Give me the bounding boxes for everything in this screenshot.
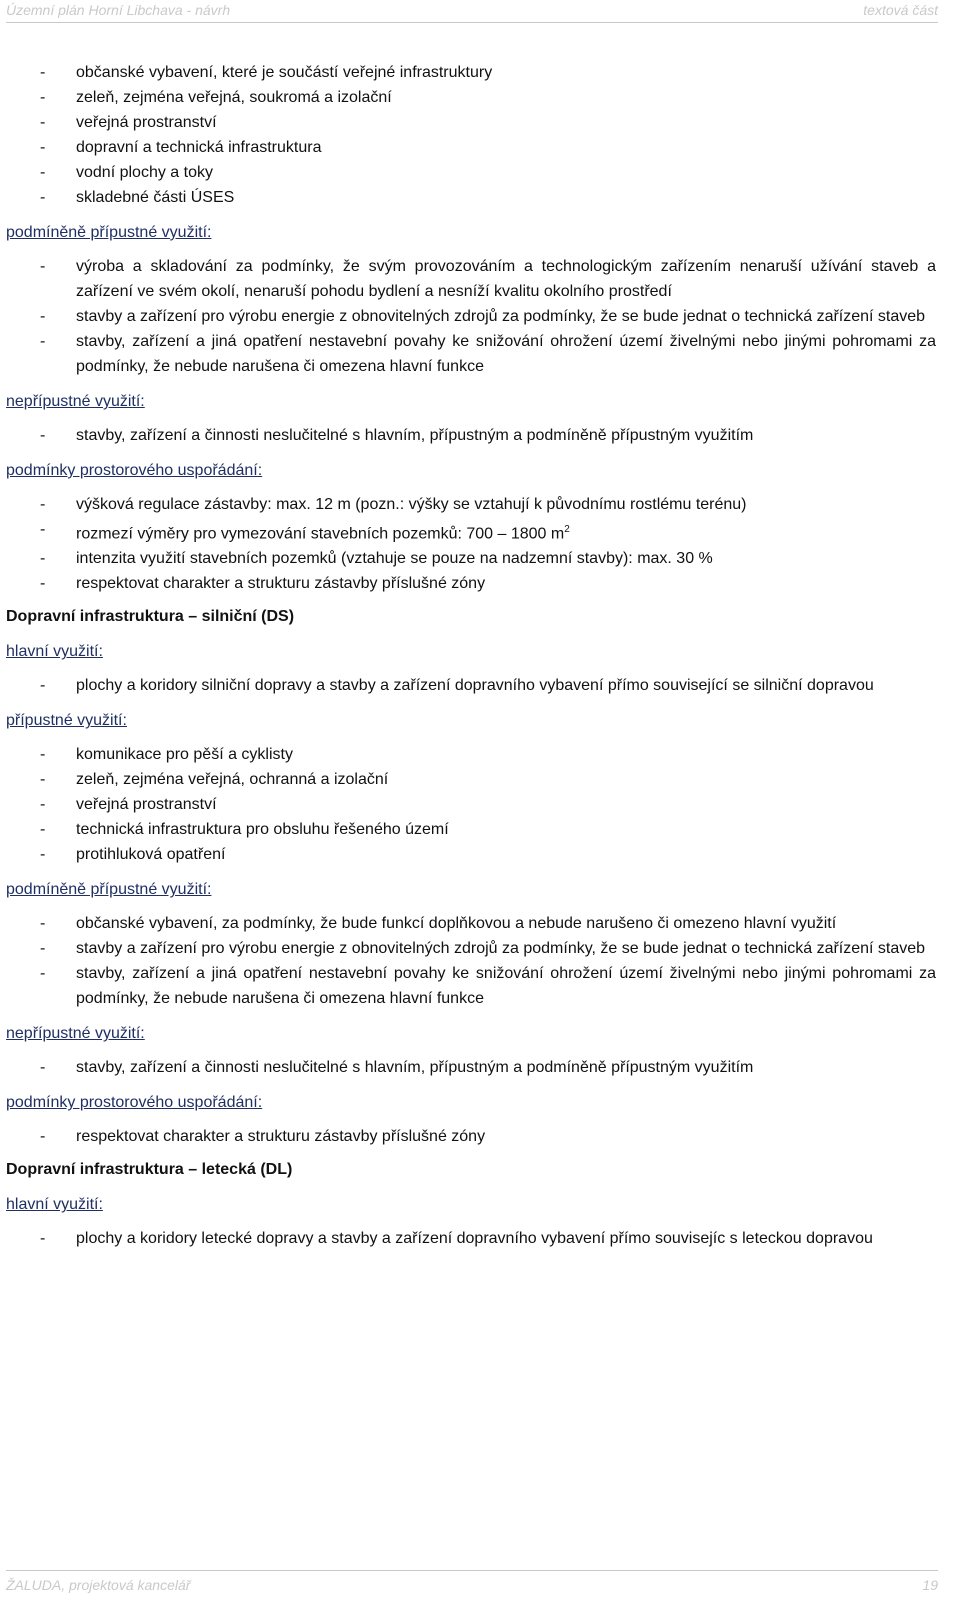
section-label-prostor: podmínky prostorového uspořádání:	[6, 1094, 263, 1112]
list-block2	[6, 254, 936, 379]
list-item: - zeleň, zejména veřejná, ochranná a izolační	[6, 767, 936, 792]
list-item: - občanské vybavení, které je součástí veřejné infrastruktury	[6, 60, 936, 85]
section-label-hlavni: hlavní využití:	[6, 1196, 103, 1214]
page-number: 19	[922, 1577, 938, 1593]
list-item: - vodní plochy a toky	[6, 160, 936, 185]
list-item: - veřejná prostranství	[6, 792, 936, 817]
list-dl-hlavni	[6, 1226, 936, 1251]
section-label-pripustne: přípustné využití:	[6, 712, 127, 730]
list-ds-pripustne	[6, 742, 936, 867]
list-item: - stavby, zařízení a jiná opatření nestavební povahy ke snižování ohrožení území živelnými nebo jinými pohromami za podmínky, že nebude narušena či omezena hlavní funkce	[6, 961, 936, 1011]
list-ds-nepripustne	[6, 1055, 936, 1080]
list-block1	[6, 60, 936, 210]
list-item: - respektovat charakter a strukturu zástavby příslušné zóny	[6, 571, 936, 596]
list-item: - komunikace pro pěší a cyklisty	[6, 742, 936, 767]
list-item: - dopravní a technická infrastruktura	[6, 135, 936, 160]
list-item-text: rozmezí výměry pro vymezování stavebních pozemků: 700 – 1800 m	[76, 525, 565, 543]
list-block3	[6, 423, 936, 448]
list-item: - stavby a zařízení pro výrobu energie z obnovitelných zdrojů za podmínky, že se bude jednat o technická zařízení staveb	[6, 936, 936, 961]
list-item: - plochy a koridory letecké dopravy a stavby a zařízení dopravního vybavení přímo souvisejíc s leteckou dopravou	[6, 1226, 936, 1251]
section-label-nepripustne: nepřípustné využití:	[6, 1025, 145, 1043]
section-heading-ds: Dopravní infrastruktura – silniční (DS)	[6, 608, 295, 626]
section-label-podminene: podmíněně přípustné využití:	[6, 881, 212, 899]
list-item: - intenzita využití stavebních pozemků (vztahuje se pouze na nadzemní stavby): max. 30 %	[6, 546, 936, 571]
list-item: - občanské vybavení, za podmínky, že bude funkcí doplňkovou a nebude narušeno či omezeno hlavní využití	[6, 911, 936, 936]
list-item: - stavby a zařízení pro výrobu energie z obnovitelných zdrojů za podmínky, že se bude jednat o technická zařízení staveb	[6, 304, 936, 329]
superscript: 2	[564, 524, 570, 535]
list-item: - technická infrastruktura pro obsluhu řešeného území	[6, 817, 936, 842]
document-section: textová část	[863, 2, 938, 18]
list-item: - veřejná prostranství	[6, 110, 936, 135]
list-item: - stavby, zařízení a činnosti neslučitelné s hlavním, přípustným a podmíněně přípustným využitím	[6, 1055, 936, 1080]
list-item: - stavby, zařízení a jiná opatření nestavební povahy ke snižování ohrožení území živelnými nebo jinými pohromami za podmínky, že nebude narušena či omezena hlavní funkce	[6, 329, 936, 379]
list-item: - plochy a koridory silniční dopravy a stavby a zařízení dopravního vybavení přímo související se silniční dopravou	[6, 673, 936, 698]
company-name: ŽALUDA, projektová kancelář	[6, 1577, 191, 1593]
list-item: - stavby, zařízení a činnosti neslučitelné s hlavním, přípustným a podmíněně přípustným využitím	[6, 423, 936, 448]
section-label-hlavni: hlavní využití:	[6, 643, 103, 661]
section-label-nepripustne: nepřípustné využití:	[6, 393, 145, 410]
section-heading-dl: Dopravní infrastruktura – letecká (DL)	[6, 1161, 293, 1179]
list-ds-podminene	[6, 911, 936, 1011]
list-item: - skladebné části ÚSES	[6, 185, 936, 210]
list-item: - respektovat charakter a strukturu zástavby příslušné zóny	[6, 1124, 936, 1149]
list-block4	[6, 492, 936, 596]
page-footer	[6, 1570, 938, 1593]
list-item	[6, 517, 936, 546]
list-ds-hlavni	[6, 673, 936, 698]
list-item: - zeleň, zejména veřejná, soukromá a izolační	[6, 85, 936, 110]
page-header	[6, 2, 938, 23]
list-ds-prostor	[6, 1124, 936, 1149]
section-label-prostor: podmínky prostorového uspořádání:	[6, 462, 263, 479]
list-item: - protihluková opatření	[6, 842, 936, 867]
list-item: - výroba a skladování za podmínky, že svým provozováním a technologickým zařízením nenaruší užívání staveb a zařízení ve svém okolí, nenaruší pohodu bydlení a nesníží kvalitu okolního prostředí	[6, 254, 936, 304]
list-item: - výšková regulace zástavby: max. 12 m (pozn.: výšky se vztahují k původnímu rostlému terénu)	[6, 492, 936, 517]
section-label-podminene: podmíněně přípustné využití:	[6, 224, 212, 241]
document-body	[6, 60, 936, 1251]
document-title: Územní plán Horní Libchava - návrh	[6, 2, 231, 18]
